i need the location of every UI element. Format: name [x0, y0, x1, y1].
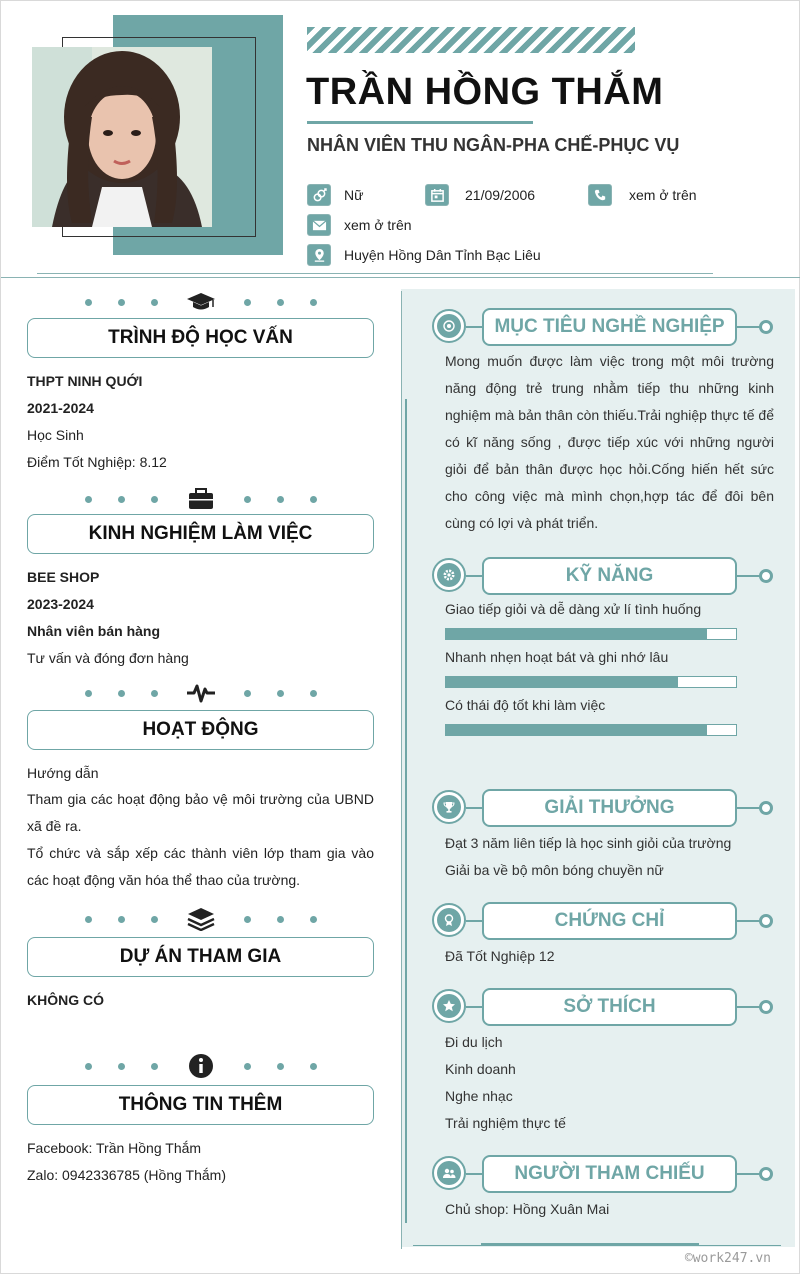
activities-heading: HOẠT ĐỘNG: [27, 710, 374, 750]
certificates-connector-right: [737, 920, 761, 922]
skill-level-fill: [446, 725, 707, 735]
skills-connector-end: [759, 569, 773, 583]
activities-line-2: Tham gia các hoạt động bảo vệ môi trường của UBND xã đề ra.: [27, 791, 374, 834]
email-icon: [307, 214, 331, 236]
activities-line-1: Hướng dẫn: [27, 765, 99, 781]
header-divider-inner: [37, 273, 713, 274]
column-divider: [401, 291, 402, 1249]
experience-heading: KINH NGHIỆM LÀM VIỆC: [27, 514, 374, 554]
skill-name: Nhanh nhẹn hoạt bát và ghi nhớ lâu: [445, 649, 669, 665]
location-icon: [307, 244, 331, 266]
objective-connector-right: [737, 326, 761, 328]
pulse-icon: [186, 681, 216, 705]
hobbies-connector-right: [737, 1006, 761, 1008]
awards-connector-end: [759, 801, 773, 815]
hobby-item: Kinh doanh: [445, 1061, 516, 1077]
objective-connector-end: [759, 320, 773, 334]
skills-heading: KỸ NĂNG: [482, 557, 737, 595]
awards-connector-left: [466, 807, 482, 809]
skill-level-bar: [445, 676, 737, 688]
more-info-heading: THÔNG TIN THÊM: [27, 1085, 374, 1125]
people-icon: [432, 1156, 466, 1190]
gear-icon: [432, 558, 466, 592]
references-heading: NGƯỜI THAM CHIẾU: [482, 1155, 737, 1193]
gender-value: Nữ: [344, 187, 364, 203]
graduation-cap-icon: [186, 290, 216, 314]
certificates-connector-left: [466, 920, 482, 922]
job-position: NHÂN VIÊN THU NGÂN-PHA CHẾ-PHỤC VỤ: [307, 135, 680, 155]
facebook-info: Facebook: Trần Hồng Thắm: [27, 1140, 202, 1156]
experience-period: 2023-2024: [27, 596, 94, 612]
skill-level-fill: [446, 629, 707, 639]
right-timeline-line: [405, 399, 407, 1223]
briefcase-icon: [186, 487, 216, 511]
skills-connector-left: [466, 575, 482, 577]
hobbies-heading: SỞ THÍCH: [482, 988, 737, 1026]
award-item: Đạt 3 năm liên tiếp là học sinh giỏi của trường: [445, 835, 732, 851]
header-divider: [1, 277, 800, 278]
projects-value: KHÔNG CÓ: [27, 992, 104, 1008]
experience-company: BEE SHOP: [27, 569, 100, 585]
certificates-connector-end: [759, 914, 773, 928]
star-icon: [432, 989, 466, 1023]
reference-item: Chủ shop: Hồng Xuân Mai: [445, 1201, 610, 1217]
header-stripes: [307, 27, 635, 53]
skill-level-bar: [445, 628, 737, 640]
education-level: Học Sinh: [27, 427, 84, 443]
trophy-icon: [432, 790, 466, 824]
certificate-item: Đã Tốt Nghiệp 12: [445, 948, 555, 964]
name-underline: [307, 121, 533, 124]
phone-icon: [588, 184, 612, 206]
references-connector-left: [466, 1173, 482, 1175]
education-period: 2021-2024: [27, 400, 94, 416]
hobby-item: Đi du lịch: [445, 1034, 503, 1050]
awards-heading: GIẢI THƯỞNG: [482, 789, 737, 827]
phone-value: xem ở trên: [629, 187, 697, 203]
layers-icon: [186, 907, 216, 931]
certificate-icon: [432, 903, 466, 937]
birthday-value: 21/09/2006: [465, 187, 536, 203]
activities-line-3: Tổ chức và sắp xếp các thành viên lớp tham gia vào các hoạt động văn hóa thể thao của trường.: [27, 845, 374, 888]
objective-text: Mong muốn được làm việc trong một môi trường năng động trẻ trung nhằm tiếp thu những kinh nghiệm mà bản thân còn thiếu.Trải nghiệp thực tế để có kĩ năng sống , được tiếp xúc với những người giỏi để bản thân được học hỏi.Cống hiến hết sức cho công việc mà mình chọn,hợp tác để đôi bên cùng có lợi và phát triển.: [445, 353, 774, 531]
hobbies-connector-end: [759, 1000, 773, 1014]
full-name: TRẦN HỒNG THẮM: [306, 71, 664, 113]
experience-description: Tư vấn và đóng đơn hàng: [27, 650, 189, 666]
watermark: ©work247.vn: [684, 1251, 771, 1266]
education-divider: [27, 291, 374, 313]
projects-divider: [27, 908, 374, 930]
skill-level-fill: [446, 677, 678, 687]
calendar-icon: [425, 184, 449, 206]
award-item: Giải ba về bộ môn bóng chuyền nữ: [445, 862, 664, 878]
address-value: Huyện Hồng Dân Tỉnh Bạc Liêu: [344, 247, 541, 263]
avatar-photo: [32, 47, 212, 227]
skill-level-bar: [445, 724, 737, 736]
gender-icon: [307, 184, 331, 206]
hobby-item: Nghe nhạc: [445, 1088, 513, 1104]
info-icon: [186, 1054, 216, 1078]
target-icon: [432, 309, 466, 343]
certificates-heading: CHỨNG CHỈ: [482, 902, 737, 940]
education-heading: TRÌNH ĐỘ HỌC VẤN: [27, 318, 374, 358]
experience-divider: [27, 488, 374, 510]
skill-name: Giao tiếp giỏi và dễ dàng xử lí tình huống: [445, 601, 702, 617]
hobbies-connector-left: [466, 1006, 482, 1008]
objective-connector-left: [466, 326, 482, 328]
hobby-item: Trải nghiệm thực tế: [445, 1115, 566, 1131]
experience-role: Nhân viên bán hàng: [27, 623, 161, 639]
projects-heading: DỰ ÁN THAM GIA: [27, 937, 374, 977]
email-value: xem ở trên: [344, 217, 412, 233]
references-connector-right: [737, 1173, 761, 1175]
objective-heading: MỤC TIÊU NGHỀ NGHIỆP: [482, 308, 737, 346]
skills-connector-right: [737, 575, 761, 577]
activities-divider: [27, 682, 374, 704]
bottom-divider: [413, 1245, 781, 1246]
references-connector-end: [759, 1167, 773, 1181]
more-info-divider: [27, 1055, 374, 1077]
education-score: Điểm Tốt Nghiệp: 8.12: [27, 454, 167, 470]
awards-connector-right: [737, 807, 761, 809]
education-school: THPT NINH QUỚI: [27, 373, 143, 389]
skill-name: Có thái độ tốt khi làm việc: [445, 697, 606, 713]
zalo-info: Zalo: 0942336785 (Hồng Thắm): [27, 1167, 226, 1183]
